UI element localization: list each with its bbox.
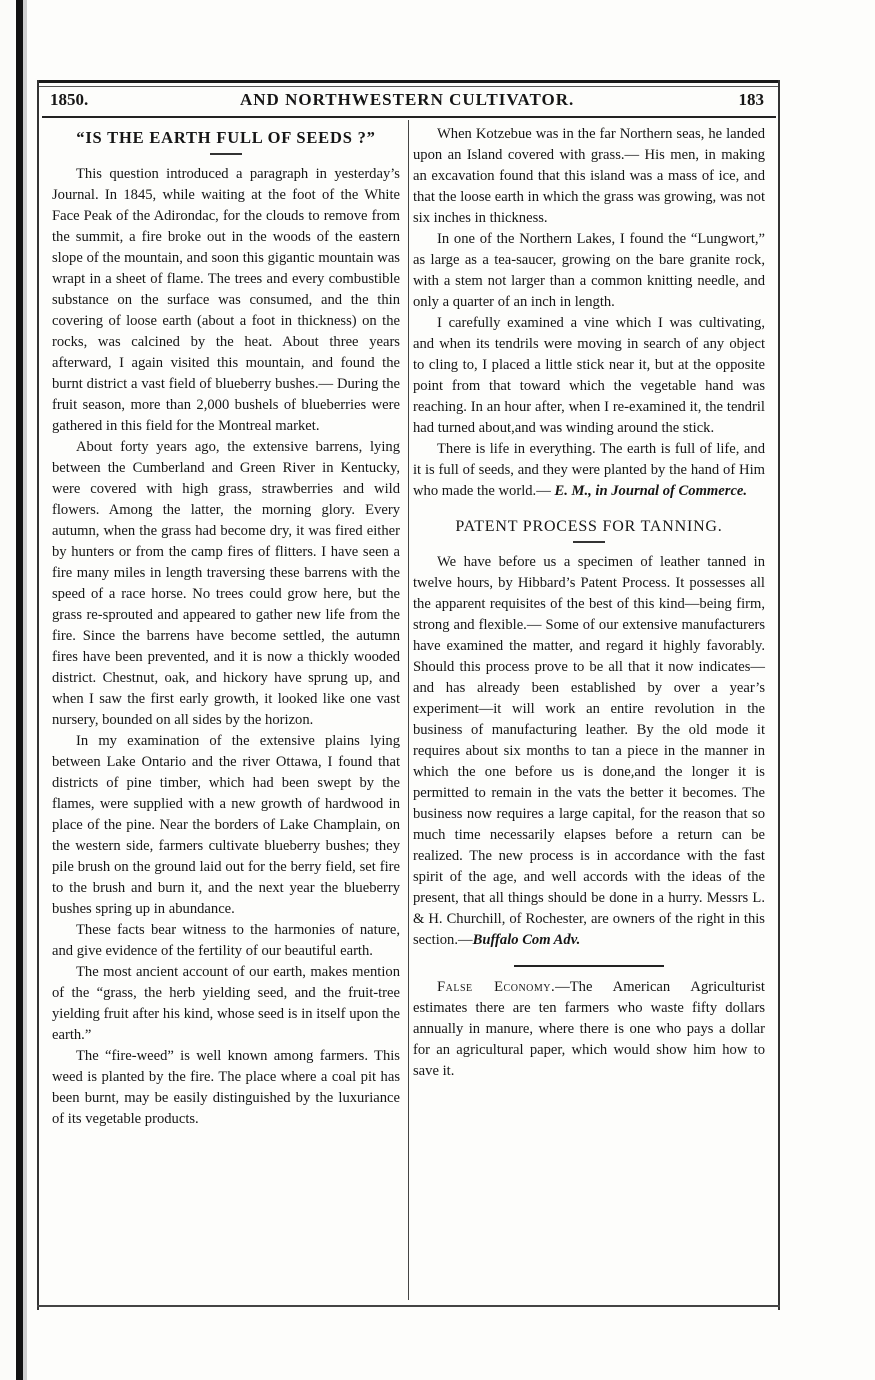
header-title: AND NORTHWESTERN CULTIVATOR.: [240, 90, 575, 109]
tanning-text: We have before us a specimen of leather tanned in twelve hours, by Hibbard’s Patent Process. It possesses all the apparent requisites of the best of this kind—being firm, strong and flexible.— Some of our extensive manufacturers have examined the matter, and regard it highly favorably. Should this process prove to be all that it now indicates—and has already been established by over a year’s experiment—it will work an entire revolution in the business of manufacturing leather. By the old mode it requires about six months to tan a piece in the manner in which the one before us is done,and the longer it is permitted to remain in the vats the better it becomes. The business now requires a large capital, for the reason that so much time necessarily elapses before a return can be realized. The new process is in accordance with the fast spirit of the age, and well accords with the ideas of the present, that all things should be done in a hurry. Messrs L. & H. Churchill, of Rochester, are owners of the right in this section.—: [413, 554, 765, 948]
scan-margin: [0, 0, 14, 1380]
header-year: 1850.: [50, 90, 89, 109]
article-paragraph: In my examination of the extensive plains lying between Lake Ontario and the river Ottawa, I found that districts of pine timber, which had been swept by the flames, were supplied with a new growth of hardwood in place of the pine. Near the borders of Lake Champlain, on the western side, farmers cultivate blueberry bushes; they pile brush on the ground laid out for the berry field, set fire to the brush and burn it, and the next year the blueberry bushes spring up in abundance.: [52, 733, 400, 917]
left-column: [52, 124, 400, 1130]
article-paragraph: [413, 552, 765, 951]
article-paragraph: About forty years ago, the extensive barrens, lying between the Cumberland and Green River in Kentucky, were covered with high grass, strawberries and wild flowers. Among the latter, the morning glory. Every autumn, when the grass had become dry, it was fired either by hunters or from the camp fires of flitters. I have seen a fire many miles in length traversing these barrens with the speed of a race horse. No trees could grow here, but the grass re-sprouted and appeared to gather new life from the fire. Since the barrens have become settled, the autumn fires have been prevented, and it is now a thickly wooded district. Chestnut, oak, and hickory have sprung up, and when I saw the first early growth, it looked like one vast nursery, bounded on all sides by the horizon.: [52, 439, 400, 728]
article-paragraph: In one of the Northern Lakes, I found the “Lungwort,” as large as a tea-saucer, growing on the bare granite rock, with a stem not larger than a common knitting needle, and only a quarter of an inch in length.: [413, 231, 765, 310]
binding-shadow: [23, 0, 27, 1380]
item-text: —The American Agriculturist estimates there are ten farmers who waste fifty dollars annually in manure, where there is one who pays a dollar for an agricultural paper, which would show him how to save it.: [413, 979, 765, 1079]
header-rule: [42, 116, 776, 118]
article-title: “IS THE EARTH FULL OF SEEDS ?”: [76, 128, 376, 147]
page-frame-left: [37, 80, 39, 1310]
article-title: PATENT PROCESS FOR TANNING.: [455, 518, 723, 535]
page-frame-right: [778, 80, 780, 1310]
article-paragraph: This question introduced a paragraph in yesterday’s Journal. In 1845, while waiting at the foot of the White Face Peak of the Adirondac, for the clouds to remove from the summit, a fire broke out in the woods of the eastern slope of the mountain, and soon this gigantic mountain was wrapt in a sheet of flame. The trees and every combustible substance on the surface was consumed, and the thin covering of loose earth (about a foot in thickness) on the rocks, was calcined by the heat. About three years afterward, I again visited this mountain, and found the burnt district a vast field of blueberry bushes.— During the fruit season, more than 2,000 bushels of blueberries were gathered in this field for the Montreal market.: [52, 166, 400, 434]
running-header: [50, 88, 770, 112]
article-paragraph: [413, 439, 765, 502]
article-signature: Buffalo Com Adv.: [472, 932, 581, 948]
title-rule: [573, 541, 605, 543]
right-column: [413, 124, 765, 1082]
page-number: 183: [738, 90, 764, 109]
column-divider: [408, 120, 409, 1300]
article-paragraph: The “fire-weed” is well known among farmers. This weed is planted by the fire. The place where a coal pit has been burnt, may be easily distinguished by the luxuriance of its vegetable products.: [52, 1048, 400, 1127]
article-paragraph: When Kotzebue was in the far Northern seas, he landed upon an Island covered with grass.— His men, in making an excavation found that this island was a mass of ice, and that the loose earth in which the grass was growing, was not six inches in thickness.: [413, 126, 765, 226]
section-separator: [514, 965, 664, 967]
closing-sentence: There is life in everything. The earth is full of life, and it is full of seeds, and they were planted by the hand of Him who made the world.—: [413, 441, 765, 499]
title-rule: [210, 153, 242, 155]
binding-edge: [16, 0, 23, 1380]
page-frame-bottom: [37, 1305, 780, 1307]
article-paragraph: The most ancient account of our earth, makes mention of the “grass, the herb yielding seed, and the fruit-tree yielding fruit after his kind, whose seed is in itself upon the earth.”: [52, 964, 400, 1043]
article-paragraph: These facts bear witness to the harmonies of nature, and give evidence of the fertility of our beautiful earth.: [52, 922, 400, 959]
article-paragraph: I carefully examined a vine which I was cultivating, and when its tendrils were moving in search of any object to cling to, I placed a little stick near it, but at the opposite point from that toward which the vegetable hand was reaching. In an hour after, when I re-examined it, the tendril had turned about,and was winding around the stick.: [413, 315, 765, 436]
article-signature: E. M., in Journal of Commerce.: [554, 483, 748, 499]
page-frame-top-inner: [37, 86, 780, 87]
article-paragraph: [413, 977, 765, 1082]
page-frame-top: [37, 80, 780, 83]
item-lead: False Economy.: [437, 979, 556, 995]
